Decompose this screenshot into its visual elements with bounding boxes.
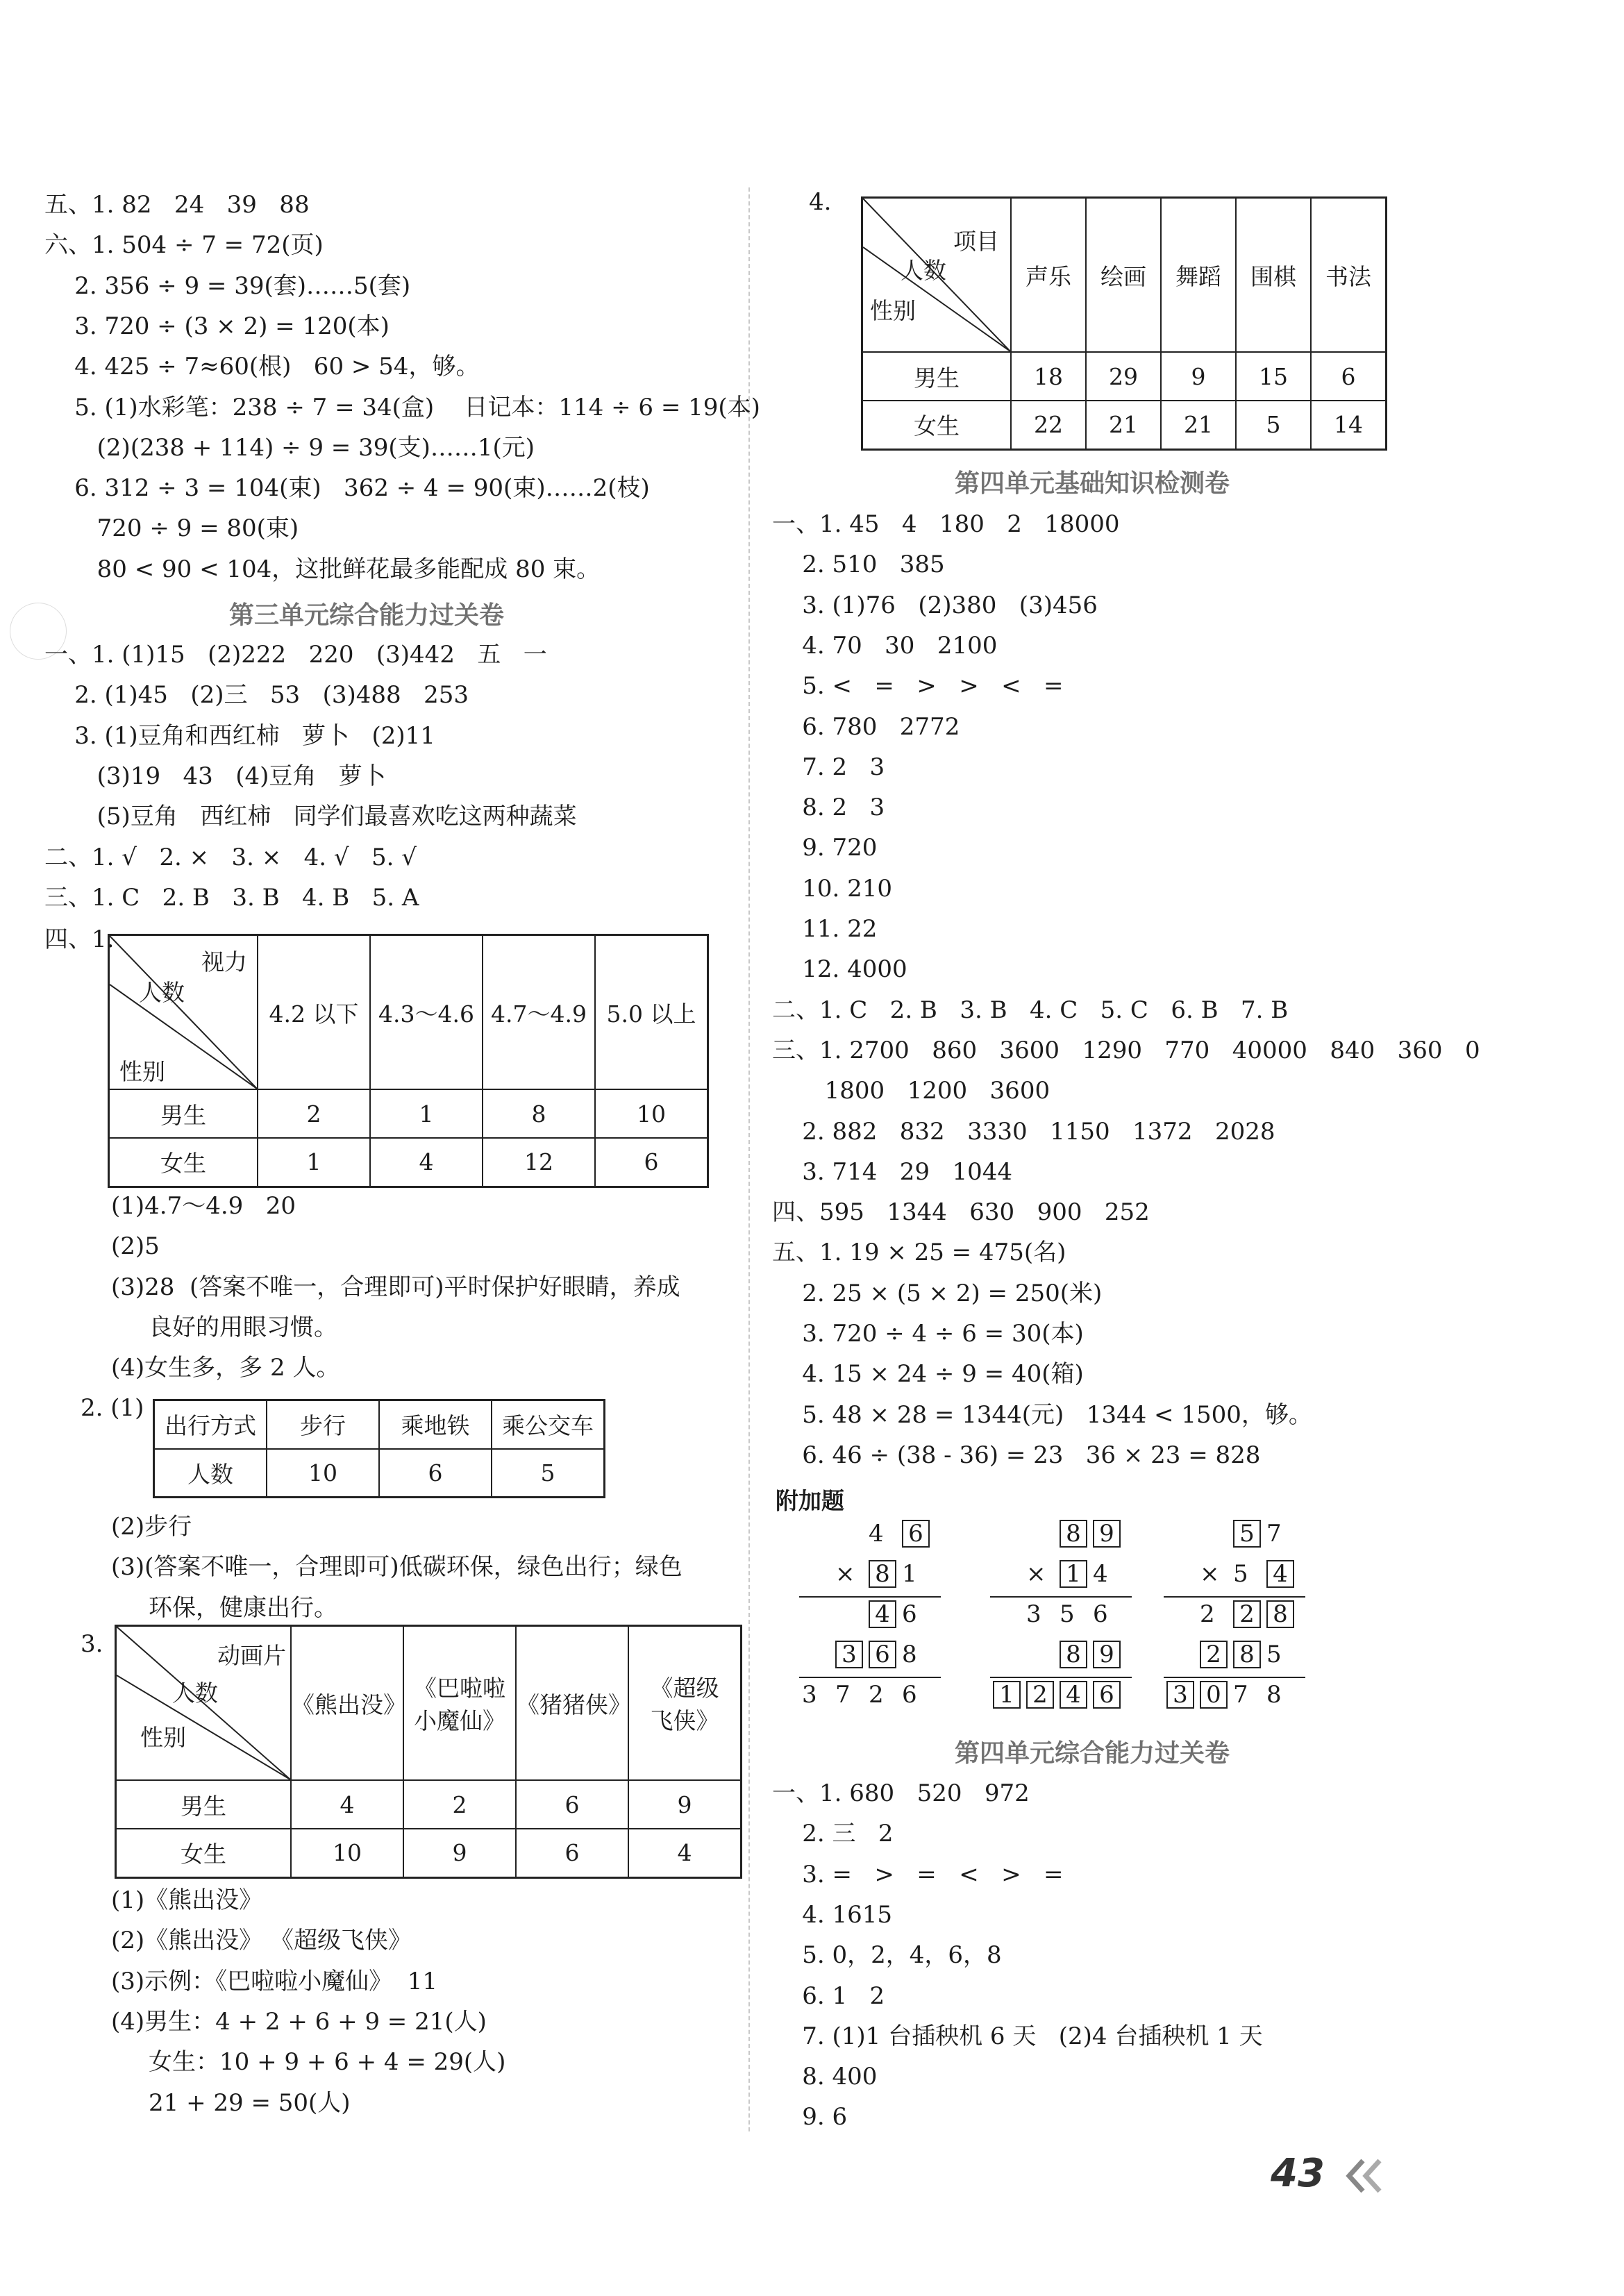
answer-box: 8 bbox=[1233, 1641, 1261, 1668]
digit: 3 bbox=[802, 1681, 817, 1709]
col-header: 乘地铁 bbox=[379, 1400, 492, 1449]
table-diagonal-header: 动画片 人数 性别 bbox=[116, 1626, 292, 1781]
answer-line: (2)步行 bbox=[111, 1513, 192, 1541]
answer-box: 8 bbox=[1060, 1641, 1087, 1668]
answer-line: (3)19 43 (4)豆角 萝卜 bbox=[44, 762, 386, 790]
answer-line: (2)(238 + 114) ÷ 9 = 39(支)……1(元) bbox=[44, 433, 535, 462]
answer-box: 3 bbox=[1166, 1681, 1194, 1709]
answer-line: (4)男生：4 + 2 + 6 + 9 = 21(人) bbox=[111, 2007, 487, 2036]
digit: 5 bbox=[1233, 1560, 1248, 1588]
activity-table bbox=[861, 196, 1387, 451]
q4-label-right: 4. bbox=[809, 188, 832, 216]
col-header: 4.3～4.6 bbox=[370, 935, 483, 1090]
multiplication-line bbox=[1164, 1596, 1305, 1598]
multiplication-line bbox=[799, 1677, 941, 1678]
col-header: 《巴啦啦 小魔仙》 bbox=[403, 1626, 516, 1781]
answer-line: 21 + 29 = 50(人) bbox=[111, 2088, 351, 2117]
row-label: 女生 bbox=[116, 1829, 292, 1877]
cell: 10 bbox=[595, 1089, 708, 1138]
answer-line: 8. 400 bbox=[772, 2063, 878, 2091]
digit: × bbox=[1200, 1560, 1220, 1588]
cell: 15 bbox=[1236, 352, 1311, 401]
answer-box: 6 bbox=[1093, 1681, 1121, 1709]
answer-box: 8 bbox=[1266, 1600, 1294, 1628]
answer-box: 9 bbox=[1093, 1641, 1121, 1668]
answer-line: 6. 312 ÷ 3 = 104(束) 362 ÷ 4 = 90(束)……2(枝) bbox=[44, 474, 650, 503]
col-header: 绘画 bbox=[1086, 198, 1161, 353]
heading-unit4-comprehensive: 第四单元综合能力过关卷 bbox=[955, 1739, 1230, 1768]
digit: 7 bbox=[1266, 1520, 1282, 1548]
cell: 5 bbox=[1236, 401, 1311, 449]
digit: 6 bbox=[902, 1600, 917, 1628]
answer-line: 3. (1)豆角和西红柿 萝卜 (2)11 bbox=[44, 721, 435, 750]
travel-table bbox=[153, 1399, 605, 1498]
answer-line: 2. 三 2 bbox=[772, 1820, 894, 1848]
answer-line: 一、1. 680 520 972 bbox=[772, 1779, 1030, 1807]
answer-line: 五、1. 82 24 39 88 bbox=[44, 191, 310, 219]
col-header: 《超级 飞侠》 bbox=[628, 1626, 742, 1781]
cell: 12 bbox=[483, 1138, 595, 1187]
cell: 6 bbox=[516, 1829, 628, 1877]
answer-line: (2)《熊出没》 《超级飞侠》 bbox=[111, 1927, 412, 1955]
col-header: 4.7～4.9 bbox=[483, 935, 595, 1090]
cell: 2 bbox=[258, 1089, 370, 1138]
vision-table bbox=[108, 934, 709, 1188]
digit: × bbox=[1026, 1560, 1046, 1588]
cell: 6 bbox=[516, 1780, 628, 1829]
answer-line: (5)豆角 西红柿 同学们最喜欢吃这两种蔬菜 bbox=[44, 803, 577, 831]
table-diagonal-header: 视力 人数 性别 bbox=[109, 935, 258, 1090]
answer-line: 3. 714 29 1044 bbox=[772, 1157, 1013, 1186]
answer-line: 720 ÷ 9 = 80(束) bbox=[44, 514, 299, 543]
answer-line: 四、595 1344 630 900 252 bbox=[772, 1198, 1150, 1227]
answer-line: 5. 0，2，4，6，8 bbox=[772, 1941, 1002, 1970]
answer-line: 5. 48 × 28 = 1344(元) 1344 < 1500，够。 bbox=[772, 1400, 1312, 1429]
row-label: 男生 bbox=[116, 1780, 292, 1829]
row-label: 男生 bbox=[109, 1089, 258, 1138]
digit: 4 bbox=[1093, 1560, 1108, 1588]
answer-line: 2. (1)45 (2)三 53 (3)488 253 bbox=[44, 681, 469, 710]
answer-box: 2 bbox=[1233, 1600, 1261, 1628]
answer-box: 9 bbox=[1093, 1520, 1121, 1548]
answer-box: 1 bbox=[993, 1681, 1021, 1709]
answer-line: (3)28 (答案不唯一，合理即可)平时保护好眼睛，养成 bbox=[111, 1273, 680, 1301]
answer-line: 一、1. (1)15 (2)222 220 (3)442 五 一 bbox=[44, 641, 547, 669]
digit: 4 bbox=[869, 1520, 884, 1548]
answer-line: 11. 22 bbox=[772, 915, 878, 943]
cell: 9 bbox=[628, 1780, 742, 1829]
cell: 4 bbox=[628, 1829, 742, 1877]
answer-line: 二、1. √ 2. × 3. × 4. √ 5. √ bbox=[44, 843, 417, 871]
col-header: 乘公交车 bbox=[492, 1400, 605, 1449]
answer-line: 5. (1)水彩笔：238 ÷ 7 = 34(盒) 日记本：114 ÷ 6 = 19(本) bbox=[44, 393, 760, 421]
answer-line: 4. 70 30 2100 bbox=[772, 631, 998, 660]
digit: 7 bbox=[835, 1681, 851, 1709]
answer-line: 五、1. 19 × 25 = 475(名) bbox=[772, 1239, 1066, 1267]
digit: 1 bbox=[902, 1560, 917, 1588]
answer-line: (4)女生多，多 2 人。 bbox=[111, 1354, 340, 1382]
cell: 8 bbox=[483, 1089, 595, 1138]
digit: 5 bbox=[1266, 1641, 1282, 1668]
answer-line: 3. (1)76 (2)380 (3)456 bbox=[772, 591, 1098, 619]
cell: 21 bbox=[1161, 401, 1236, 449]
answer-box: 2 bbox=[1026, 1681, 1054, 1709]
answer-line: 2. 882 832 3330 1150 1372 2028 bbox=[772, 1117, 1275, 1146]
col-header: 5.0 以上 bbox=[595, 935, 708, 1090]
cell: 10 bbox=[291, 1829, 403, 1877]
answer-box: 8 bbox=[869, 1560, 896, 1588]
answer-box: 1 bbox=[1060, 1560, 1087, 1588]
answer-line: 4. 15 × 24 ÷ 9 = 40(箱) bbox=[772, 1360, 1084, 1389]
cell: 10 bbox=[267, 1449, 379, 1498]
digit: 8 bbox=[1266, 1681, 1282, 1709]
answer-line: 6. 46 ÷ (38 - 36) = 23 36 × 23 = 828 bbox=[772, 1441, 1261, 1469]
answer-box: 8 bbox=[1060, 1520, 1087, 1548]
row-label: 人数 bbox=[154, 1449, 267, 1498]
answer-line: 9. 720 bbox=[772, 834, 878, 862]
cartoon-table bbox=[115, 1625, 742, 1879]
answer-line: 3. = > = < > = bbox=[772, 1860, 1064, 1888]
multiplication-line bbox=[1164, 1677, 1305, 1678]
cell: 9 bbox=[403, 1829, 516, 1877]
cell: 2 bbox=[403, 1780, 516, 1829]
answer-line: 2. 25 × (5 × 2) = 250(米) bbox=[772, 1279, 1103, 1307]
answer-line: 7. 2 3 bbox=[772, 753, 885, 781]
answer-line: 3. 720 ÷ (3 × 2) = 120(本) bbox=[44, 312, 390, 340]
double-chevron-icon bbox=[1343, 2158, 1387, 2194]
answer-box: 0 bbox=[1200, 1681, 1228, 1709]
page-number: 43 bbox=[1271, 2151, 1325, 2196]
cell: 29 bbox=[1086, 352, 1161, 401]
cell: 18 bbox=[1011, 352, 1086, 401]
col-header: 步行 bbox=[267, 1400, 379, 1449]
answer-line: 6. 1 2 bbox=[772, 1981, 885, 2010]
multiplication-line bbox=[799, 1596, 941, 1598]
answer-box: 4 bbox=[869, 1600, 896, 1628]
q3-label: 3. bbox=[81, 1630, 103, 1658]
extra-title: 附加题 bbox=[776, 1487, 844, 1514]
col-header: 出行方式 bbox=[154, 1400, 267, 1449]
answer-line: 良好的用眼习惯。 bbox=[111, 1313, 338, 1341]
answer-line: 一、1. 45 4 180 2 18000 bbox=[772, 510, 1120, 538]
heading-unit3-comprehensive: 第三单元综合能力过关卷 bbox=[229, 601, 505, 630]
answer-line: 六、1. 504 ÷ 7 = 72(页) bbox=[44, 231, 324, 260]
col-header: 书法 bbox=[1311, 198, 1387, 353]
answer-line: 三、1. 2700 860 3600 1290 770 40000 840 360 0 bbox=[772, 1036, 1480, 1064]
digit: 6 bbox=[902, 1681, 917, 1709]
answer-line: (1)4.7～4.9 20 bbox=[111, 1192, 296, 1220]
answer-line: 二、1. C 2. B 3. B 4. C 5. C 6. B 7. B bbox=[772, 996, 1289, 1024]
cell: 4 bbox=[291, 1780, 403, 1829]
cell: 4 bbox=[370, 1138, 483, 1187]
answer-line: 三、1. C 2. B 3. B 4. B 5. A bbox=[44, 883, 419, 912]
answer-line: (3)(答案不唯一，合理即可)低碳环保，绿色出行；绿色 bbox=[111, 1553, 683, 1582]
answer-line: 4. 1615 bbox=[772, 1900, 893, 1929]
answer-box: 6 bbox=[902, 1520, 930, 1548]
digit: × bbox=[835, 1560, 855, 1588]
digit: 6 bbox=[1093, 1600, 1108, 1628]
answer-line: 5. < = > > < = bbox=[772, 672, 1064, 701]
digit: 2 bbox=[869, 1681, 884, 1709]
col-header: 声乐 bbox=[1011, 198, 1086, 353]
answer-box: 4 bbox=[1266, 1560, 1294, 1588]
multiplication-line bbox=[990, 1596, 1132, 1598]
answer-box: 2 bbox=[1200, 1641, 1228, 1668]
answer-line: 4. 425 ÷ 7≈60(根) 60 > 54，够。 bbox=[44, 353, 480, 381]
col-header: 围棋 bbox=[1236, 198, 1311, 353]
column-divider bbox=[748, 187, 750, 2131]
col-header: 《猪猪侠》 bbox=[516, 1626, 628, 1781]
answer-line: (1)《熊出没》 bbox=[111, 1886, 263, 1914]
col-header: 舞蹈 bbox=[1161, 198, 1236, 353]
row-label: 女生 bbox=[862, 401, 1012, 449]
digit: 7 bbox=[1233, 1681, 1248, 1709]
answer-line: 女生：10 + 9 + 6 + 4 = 29(人) bbox=[111, 2048, 506, 2077]
answer-line: 环保，健康出行。 bbox=[111, 1593, 338, 1622]
answer-line: (3)示例：《巴啦啦小魔仙》 11 bbox=[111, 1967, 438, 1995]
cell: 5 bbox=[492, 1449, 605, 1498]
cell: 6 bbox=[595, 1138, 708, 1187]
col-header: 《熊出没》 bbox=[291, 1626, 403, 1781]
answer-line: 7. (1)1 台插秧机 6 天 (2)4 台插秧机 1 天 bbox=[772, 2022, 1263, 2050]
answer-line: 6. 780 2772 bbox=[772, 712, 960, 741]
col-header: 4.2 以下 bbox=[258, 935, 370, 1090]
answer-line: 9. 6 bbox=[772, 2103, 848, 2131]
cell: 21 bbox=[1086, 401, 1161, 449]
cell: 6 bbox=[1311, 352, 1387, 401]
digit: 3 bbox=[1026, 1600, 1041, 1628]
cell: 9 bbox=[1161, 352, 1236, 401]
answer-box: 5 bbox=[1233, 1520, 1261, 1548]
digit: 5 bbox=[1060, 1600, 1075, 1628]
row-label: 女生 bbox=[109, 1138, 258, 1187]
cell: 14 bbox=[1311, 401, 1387, 449]
answer-box: 3 bbox=[835, 1641, 863, 1668]
answer-box: 4 bbox=[1060, 1681, 1087, 1709]
answer-line: 10. 210 bbox=[772, 874, 893, 903]
answer-line: (2)5 bbox=[111, 1232, 160, 1261]
answer-box: 6 bbox=[869, 1641, 896, 1668]
q4-label: 四、1. bbox=[44, 925, 115, 953]
digit: 2 bbox=[1200, 1600, 1215, 1628]
heading-unit4-basic: 第四单元基础知识检测卷 bbox=[955, 469, 1230, 498]
multiplication-line bbox=[990, 1677, 1132, 1678]
answer-line: 3. 720 ÷ 4 ÷ 6 = 30(本) bbox=[772, 1320, 1084, 1348]
cell: 1 bbox=[370, 1089, 483, 1138]
answer-line: 1800 1200 3600 bbox=[772, 1077, 1050, 1105]
cell: 6 bbox=[379, 1449, 492, 1498]
cell: 1 bbox=[258, 1138, 370, 1187]
answer-line: 2. 510 385 bbox=[772, 551, 945, 579]
answer-line: 12. 4000 bbox=[772, 955, 907, 984]
table-diagonal-header: 项目 人数 性别 bbox=[862, 198, 1012, 353]
q2-label: 2. (1) bbox=[81, 1394, 144, 1422]
digit: 8 bbox=[902, 1641, 917, 1668]
answer-line: 8. 2 3 bbox=[772, 794, 885, 822]
answer-line: 2. 356 ÷ 9 = 39(套)……5(套) bbox=[44, 271, 411, 300]
answer-line: 80 < 90 < 104，这批鲜花最多能配成 80 束。 bbox=[44, 555, 601, 583]
row-label: 男生 bbox=[862, 352, 1012, 401]
cell: 22 bbox=[1011, 401, 1086, 449]
